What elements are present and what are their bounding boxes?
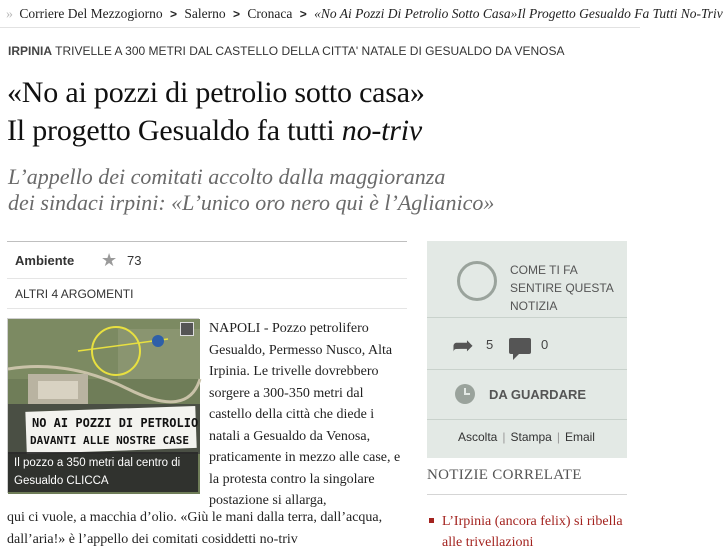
- feel-label-text: COME TI FA SENTIRE QUESTA NOTIZIA: [510, 263, 614, 313]
- watch-later-button[interactable]: DA GUARDARE: [489, 387, 587, 402]
- zoom-icon[interactable]: [180, 322, 194, 336]
- breadcrumb-link-cronaca[interactable]: Cronaca: [247, 6, 293, 21]
- link-separator: |: [502, 430, 506, 444]
- article-body-column: NAPOLI - Pozzo petrolifero Gesualdo, Permesso Nusco, Alta Irpinia. Le trivelle dovrebbero sorgere a 300-350 metri dal castello della città che diede i natali a Gesualdo da Venosa, praticamente in mezzo alle case, e la protesta contro la singolare postazione si allarga,: [209, 321, 401, 508]
- reaction-face-icon[interactable]: [457, 261, 497, 301]
- photo-sign-text-1: NO AI POZZI DI PETROLIO: [32, 416, 199, 430]
- article-body-continued: qui ci vuole, a macchia d’olio. «Giù le mani dalla terra, dall’acqua, dall’aria!» è l’appello dei comitati cosiddetti no-triv: [7, 510, 383, 547]
- feel-label[interactable]: [510, 261, 627, 315]
- related-news-title: NOTIZIE CORRELATE: [427, 467, 582, 483]
- share-count: 5: [486, 337, 494, 352]
- headline-line-2-italic: no-triv: [341, 114, 423, 147]
- article-photo[interactable]: [7, 318, 199, 493]
- divider: [427, 419, 627, 420]
- email-link[interactable]: Email: [564, 430, 595, 444]
- article-kicker: [8, 44, 565, 58]
- breadcrumb-current: «No Ai Pozzi Di Petrolio Sotto Casa»Il Progetto Gesualdo Fa Tutti No-Triv: [314, 6, 723, 21]
- article-subheadline: [8, 164, 494, 216]
- photo-sign-text-2: DAVANTI ALLE NOSTRE CASE: [30, 434, 189, 447]
- headline-line-2: Il progetto Gesualdo fa tutti: [7, 114, 342, 147]
- article-tools-links: [458, 430, 595, 444]
- divider: [427, 317, 627, 318]
- comment-count: 0: [541, 337, 549, 352]
- topic-link[interactable]: Ambiente: [15, 253, 75, 268]
- divider: [7, 308, 407, 309]
- other-topics-link[interactable]: ALTRI 4 ARGOMENTI: [15, 287, 134, 301]
- print-link[interactable]: Stampa: [510, 430, 552, 444]
- breadcrumb-separator: >: [299, 7, 307, 21]
- photo-caption[interactable]: Il pozzo a 350 metri dal centro di Gesualdo CLICCA: [8, 452, 198, 492]
- breadcrumb-separator: >: [232, 7, 240, 21]
- favorites-count: 73: [127, 253, 142, 268]
- share-icon[interactable]: ➦: [452, 331, 474, 360]
- breadcrumb: [0, 0, 723, 28]
- subhead-line-1: L’appello dei comitati accolto dalla maggioranza: [8, 164, 446, 189]
- subhead-line-2: dei sindaci irpini: «L’unico oro nero qui è l’Aglianico»: [8, 190, 495, 215]
- article-headline: [7, 74, 425, 150]
- clock-icon[interactable]: [455, 384, 475, 404]
- divider: [427, 494, 627, 495]
- breadcrumb-arrow-icon: »: [6, 7, 13, 22]
- headline-line-1: «No ai pozzi di petrolio sotto casa»: [7, 76, 425, 109]
- kicker-text: TRIVELLE A 300 METRI DAL CASTELLO DELLA CITTA' NATALE DI GESUALDO DA VENOSA: [55, 44, 565, 58]
- comment-icon[interactable]: [509, 338, 531, 354]
- star-icon[interactable]: ★: [101, 250, 118, 270]
- divider: [427, 369, 627, 370]
- related-news-link[interactable]: L’Irpinia (ancora felix) si ribella alle trivellazioni: [442, 514, 623, 550]
- breadcrumb-separator: >: [169, 7, 177, 21]
- breadcrumb-link-home[interactable]: Corriere Del Mezzogiorno: [19, 6, 163, 21]
- article-meta-bar: [7, 241, 407, 279]
- breadcrumb-link-salerno[interactable]: Salerno: [184, 6, 226, 21]
- sidebar-tools-box: [427, 241, 627, 458]
- kicker-tag[interactable]: IRPINIA: [8, 44, 53, 58]
- bullet-icon: [429, 518, 434, 523]
- link-separator: |: [556, 430, 560, 444]
- listen-link[interactable]: Ascolta: [458, 430, 498, 444]
